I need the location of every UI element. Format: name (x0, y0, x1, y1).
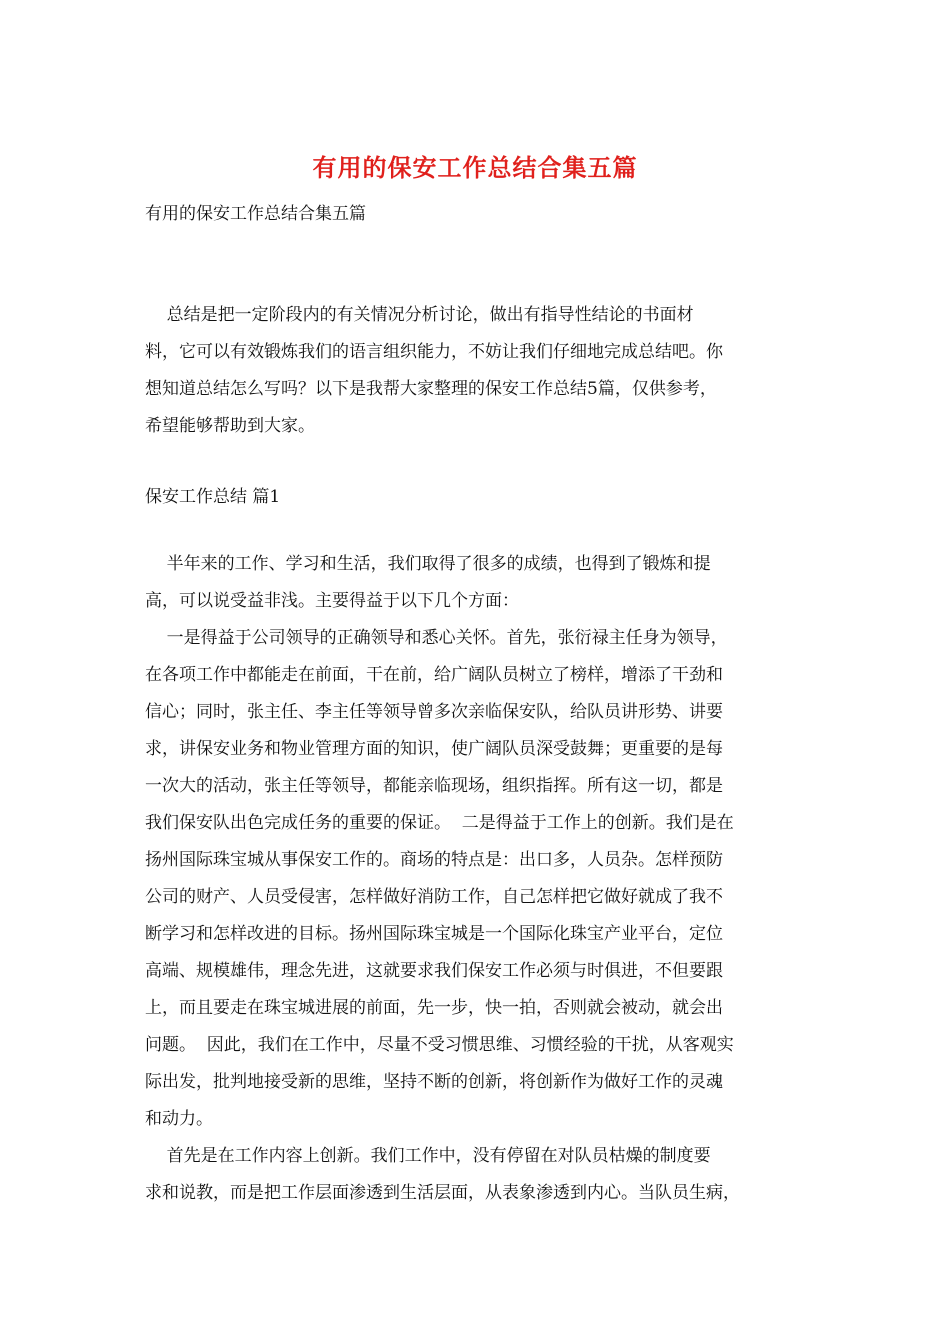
body-line: 际出发，批判地接受新的思维，坚持不断的创新，将创新作为做好工作的灵魂 (145, 1072, 723, 1092)
document-title: 有用的保安工作总结合集五篇 (312, 153, 638, 182)
body-line: 求和说教，而是把工作层面渗透到生活层面，从表象渗透到内心。当队员生病， (145, 1183, 740, 1203)
intro-line: 希望能够帮助到大家。 (145, 416, 315, 436)
body-line: 我们保安队出色完成任务的重要的保证。 二是得益于工作上的创新。我们是在 (145, 813, 734, 833)
body-line: 信心；同时，张主任、李主任等领导曾多次亲临保安队，给队员讲形势、讲要 (145, 702, 723, 722)
body-line: 一是得益于公司领导的正确领导和悉心关怀。首先，张衍禄主任身为领导， (145, 628, 728, 648)
intro-line: 总结是把一定阶段内的有关情况分析讨论，做出有指导性结论的书面材 (145, 305, 694, 325)
body-line: 和动力。 (145, 1109, 213, 1129)
body-line: 首先是在工作内容上创新。我们工作中，没有停留在对队员枯燥的制度要 (145, 1146, 711, 1166)
intro-line: 想知道总结怎么写吗？以下是我帮大家整理的保安工作总结5篇，仅供参考， (145, 379, 717, 399)
intro-line: 料，它可以有效锻炼我们的语言组织能力，不妨让我们仔细地完成总结吧。你 (145, 342, 723, 362)
body-line: 问题。 因此，我们在工作中，尽量不受习惯思维、习惯经验的干扰，从客观实 (145, 1035, 734, 1055)
body-line: 高，可以说受益非浅。主要得益于以下几个方面： (145, 591, 519, 611)
body-line: 一次大的活动，张主任等领导，都能亲临现场，组织指挥。所有这一切，都是 (145, 776, 723, 796)
body-line: 求，讲保安业务和物业管理方面的知识，使广阔队员深受鼓舞；更重要的是每 (145, 739, 723, 759)
body-line: 上，而且要走在珠宝城进展的前面，先一步，快一拍，否则就会被动，就会出 (145, 998, 723, 1018)
body-line: 在各项工作中都能走在前面，干在前，给广阔队员树立了榜样，增添了干劲和 (145, 665, 723, 685)
body-line: 半年来的工作、学习和生活，我们取得了很多的成绩，也得到了锻炼和提 (145, 554, 711, 574)
document-subtitle: 有用的保安工作总结合集五篇 (145, 204, 366, 224)
body-line: 扬州国际珠宝城从事保安工作的。商场的特点是：出口多，人员杂。怎样预防 (145, 850, 723, 870)
section-heading: 保安工作总结 篇1 (145, 487, 281, 507)
body-line: 高端、规模雄伟，理念先进，这就要求我们保安工作必须与时俱进，不但要跟 (145, 961, 723, 981)
body-line: 断学习和怎样改进的目标。扬州国际珠宝城是一个国际化珠宝产业平台，定位 (145, 924, 723, 944)
body-line: 公司的财产、人员受侵害，怎样做好消防工作，自己怎样把它做好就成了我不 (145, 887, 723, 907)
